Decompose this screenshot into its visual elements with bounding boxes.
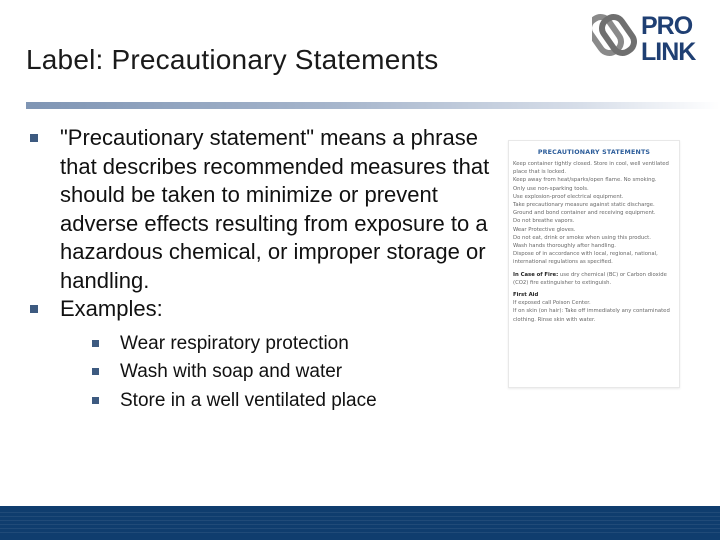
logo-line1: PRO	[641, 12, 693, 40]
bullet-marker	[92, 397, 99, 404]
chain-link-icon	[592, 13, 638, 57]
slide-title: Label: Precautionary Statements	[26, 44, 439, 75]
label-fire-text: use dry chemical (BC) or Carbon dioxide (CO2) fire extinguisher to extinguish.	[513, 271, 667, 286]
bullet-text: Examples:	[60, 296, 163, 321]
bullet-item	[30, 295, 510, 324]
bullet-text: "Precautionary statement" means a phrase that describes recommended measures that should be taken to minimize or prevent adverse effects resulting from exposure to a hazardous chemical, or improper storage or handling.	[60, 125, 490, 293]
bullet-marker	[30, 134, 38, 142]
sub-bullet-item	[30, 387, 510, 416]
label-fire-heading: In Case of Fire:	[513, 271, 559, 278]
bullet-list	[30, 124, 510, 415]
label-body: Keep container tightly closed. Store in cool, well ventilated place that is locked. Keep away from heat/sparks/open flame. No smoking. Only use non-sparking tools. Use explosion-proof electrical equipment. Take precautionary measure against static discharge. Ground and bond container and receiving equipment. Do not breathe vapors. Wear Protective gloves. Do not eat, drink or smoke when using this product. Wash hands thoroughly after handling. Dispose of in accordance with local, regional, national, international regulations as specified.	[513, 161, 669, 266]
label-firstaid-heading: First Aid	[513, 292, 539, 299]
prolink-logo	[592, 6, 716, 66]
bullet-item	[30, 124, 510, 295]
precautionary-label-image	[508, 140, 680, 388]
label-firstaid-text: If exposed call Poison Center. If on skin (on hair): Take off immediately any contaminated clothing. Rinse skin with water.	[513, 300, 670, 323]
bullet-marker	[92, 340, 99, 347]
sub-bullet-text: Store in a well ventilated place	[120, 389, 377, 411]
sub-bullet-item	[30, 358, 510, 387]
title-divider	[26, 102, 720, 109]
sub-bullet-text: Wash with soap and water	[120, 361, 343, 382]
sub-bullet-text: Wear respiratory protection	[120, 332, 349, 354]
label-fire-section	[509, 267, 679, 287]
bullet-marker	[92, 368, 99, 375]
bullet-marker	[30, 305, 38, 313]
sub-bullet-item	[30, 330, 510, 359]
logo-line2: LINK	[641, 38, 696, 66]
footer-pattern	[0, 512, 720, 534]
label-title: PRECAUTIONARY STATEMENTS	[537, 149, 651, 156]
label-firstaid-section	[509, 287, 679, 324]
